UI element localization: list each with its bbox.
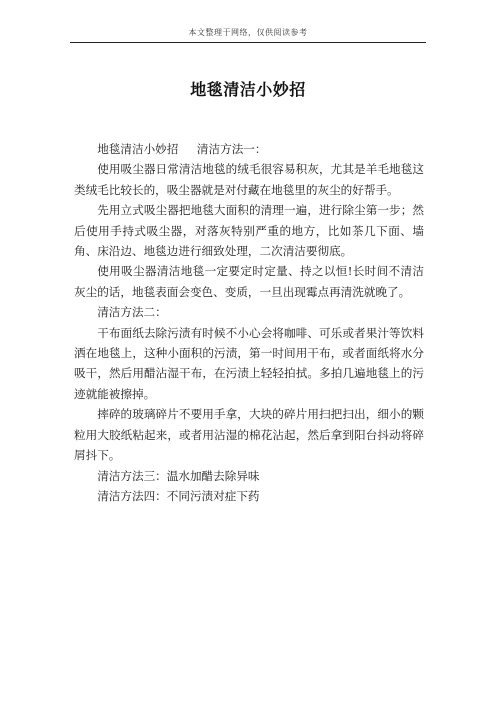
- document-title: 地毯清洁小妙招: [190, 80, 306, 99]
- paragraph: 使用吸尘器清洁地毯一定要定时定量、持之以恒!长时间不清洁灰尘的话，地毯表面会变色、变质，一旦出现霉点再清洗就晚了。: [74, 264, 424, 299]
- intro-line: [74, 139, 424, 159]
- paragraph: 摔碎的玻璃碎片不要用手拿，大块的碎片用扫把扫出，细小的颗粒用大胶纸粘起来，或者用沾湿的棉花沾起，然后拿到阳台抖动将碎屑抖下。: [74, 407, 424, 463]
- document-body: [74, 139, 424, 506]
- paragraph: 干布面纸去除污渍有时候不小心会将咖啡、可乐或者果汁等饮料洒在地毯上，这种小面积的污渍，第一时间用干布，或者面纸将水分吸干，然后用醋沾湿干布，在污渍上轻轻拍拭。多拍几遍地毯上的污迹就能被擦掉。: [74, 325, 424, 401]
- section-heading: 清洁方法三：温水加醋去除异味: [97, 468, 260, 483]
- header-divider: [70, 42, 426, 43]
- intro-method-label: 清洁方法一：: [196, 142, 267, 156]
- section-heading: 清洁方法四：不同污渍对症下药: [97, 488, 260, 503]
- header-note: 本文整理于网络，仅供阅读参考: [188, 28, 308, 37]
- paragraph: 使用吸尘器日常清洁地毯的绒毛很容易积灰，尤其是羊毛地毯这类绒毛比较长的，吸尘器就是对付藏在地毯里的灰尘的好帮手。: [74, 162, 424, 197]
- section-heading: 清洁方法二：: [97, 305, 167, 320]
- paragraph: 先用立式吸尘器把地毯大面积的清理一遍，进行除尘第一步；然后使用手持式吸尘器，对落灰特别严重的地方，比如茶几下面、墙角、床沿边、地毯边进行细致处理，二次清洁要彻底。: [74, 203, 424, 259]
- intro-title: 地毯清洁小妙招: [97, 142, 179, 156]
